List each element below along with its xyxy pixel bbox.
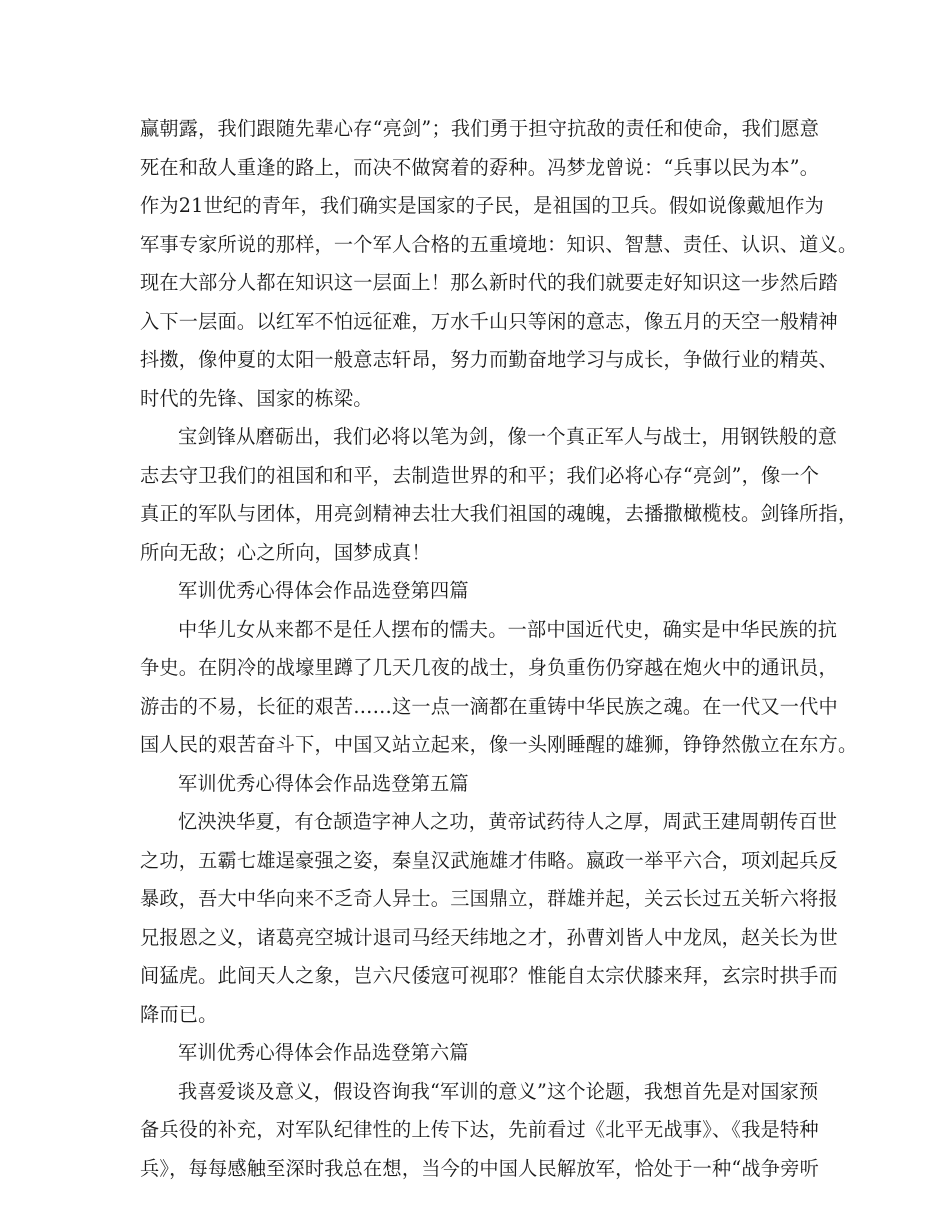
text-line: 降而已。 [140, 1002, 218, 1026]
text-line: 志去守卫我们的祖国和和平，去制造世界的和平；我们必将心存“亮剑”，像一个 [140, 463, 820, 487]
text-line: 军训优秀心得体会作品选登第六篇 [178, 1041, 469, 1064]
text-line: 现在大部分人都在知识这一层面上！那么新时代的我们就要走好知识这一步然后踏 [140, 271, 838, 294]
text-line: 中华儿女从来都不是任人摆布的懦夫。一部中国近代史，确实是中华民族的抗 [178, 617, 838, 641]
text-line: 暴政，吾大中华向来不乏奇人异士。三国鼎立，群雄并起，关云长过五关斩六将报 [140, 887, 838, 910]
text-line: 忆泱泱华夏，有仓颉造字神人之功，黄帝试药待人之厚，周武王建周朝传百世 [178, 810, 838, 833]
text-line: 争史。在阴冷的战壕里蹲了几天几夜的战士，身负重伤仍穿越在炮火中的通讯员， [140, 656, 838, 679]
text-line: 死在和敌人重逢的路上，而决不做窝着的孬种。冯梦龙曾说：“兵事以民为本”。 [140, 155, 820, 179]
text-line: 军训优秀心得体会作品选登第四篇 [178, 579, 469, 602]
text-line: 备兵役的补充，对军队纪律性的上传下达，先前看过《北平无战事》、《我是特种 [140, 1118, 819, 1141]
text-line: 真正的军队与团体，用亮剑精神去壮大我们祖国的魂魄，去播撒橄榄枝。剑锋所指， [140, 502, 858, 525]
text-line: 抖擞，像仲夏的太阳一般意志轩昂，努力而勤奋地学习与成长，争做行业的精英、 [140, 348, 838, 371]
text-line: 军事专家所说的那样，一个军人合格的五重境地：知识、智慧、责任、认识、道义。 [140, 232, 858, 256]
text-line: 赢朝露，我们跟随先辈心存“亮剑”；我们勇于担守抗敌的责任和使命，我们愿意 [140, 117, 820, 140]
text-line: 兵》，每每感触至深时我总在想，当今的中国人民解放军，恰处于一种“战争旁听 [140, 1156, 819, 1180]
text-line: 游击的不易，长征的艰苦……这一点一滴都在重铸中华民族之魂。在一代又一代中 [140, 694, 838, 718]
text-line: 军训优秀心得体会作品选登第五篇 [178, 771, 469, 795]
text-line: 国人民的艰苦奋斗下，中国又站立起来，像一头刚睡醒的雄狮，铮铮然傲立在东方。 [140, 733, 858, 756]
text-line: 宝剑锋从磨砺出，我们必将以笔为剑，像一个真正军人与战士，用钢铁般的意 [178, 425, 838, 448]
text-line: 作为21世纪的青年，我们确实是国家的子民，是祖国的卫兵。假如说像戴旭作为 [140, 194, 824, 217]
text-line: 兄报恩之义，诸葛亮空城计退司马经天纬地之才，孙曹刘皆人中龙凤，赵关长为世 [140, 925, 838, 949]
text-line: 所向无敌；心之所向，国梦成真！ [140, 540, 431, 564]
text-line: 之功，五霸七雄逞豪强之姿，秦皇汉武施雄才伟略。嬴政一举平六合，项刘起兵反 [140, 848, 838, 872]
text-line: 入下一层面。以红军不怕远征难，万水千山只等闲的意志，像五月的天空一般精神 [140, 309, 838, 333]
text-line: 间猛虎。此间天人之象，岂六尺倭寇可视耶？惟能自太宗伏膝来拜，玄宗时拱手而 [140, 964, 838, 987]
text-line: 时代的先锋、国家的栋梁。 [140, 386, 373, 410]
text-line: 我喜爱谈及意义，假设咨询我“军训的意义”这个论题，我想首先是对国家预 [178, 1079, 819, 1103]
document-body [140, 110, 858, 1188]
